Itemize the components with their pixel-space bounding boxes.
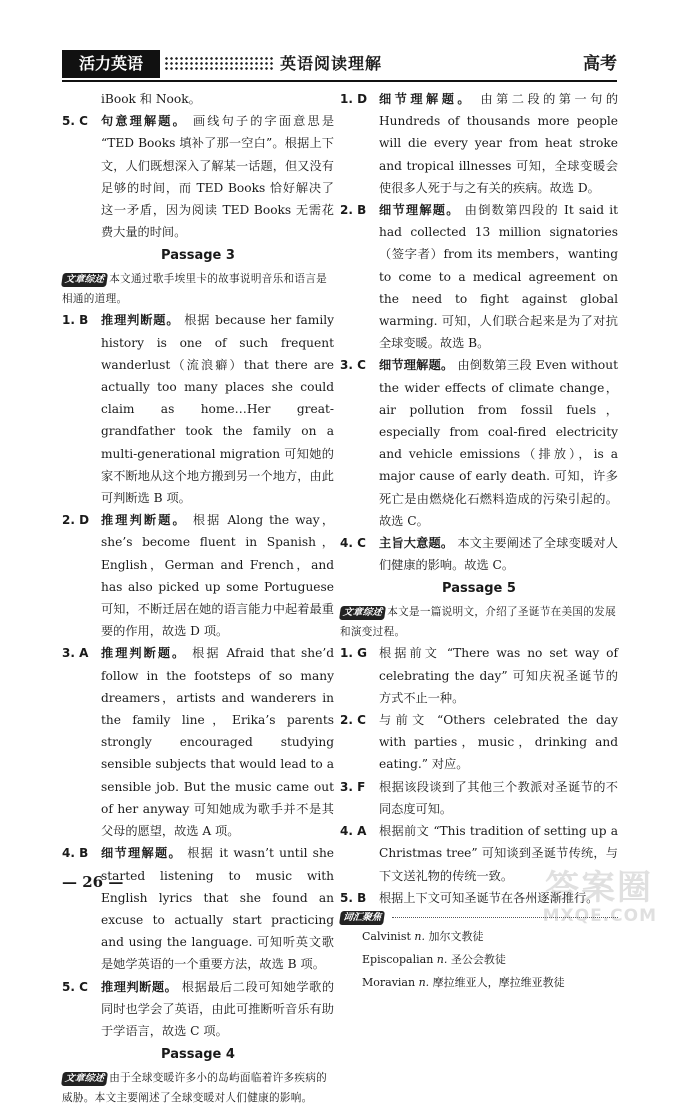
- section-title: 英语阅读理解: [280, 54, 383, 73]
- vocab-entry: [340, 971, 618, 994]
- page-header: [62, 50, 617, 78]
- page-number: — 26 —: [62, 873, 124, 891]
- question-type: 细节理解题。: [379, 203, 460, 218]
- vocab-meaning: 加尔文教徒: [428, 929, 484, 943]
- explanation: 由倒数第四段的 It said it had collected 13 million signatories（签字者）from its members，wanting to come to a medical agreement on the need to fight against global warming. 可知，人们联合起来是为了对抗全球变暖。故选 B。: [379, 203, 619, 351]
- explanation: 画线句子的字面意思是 “TED Books 填补了那一空白”。根据上下文，人们既想深入了解某一话题，但又没有足够的时间，而 TED Books 恰好解决了这一矛盾，因为阅读 TED Books 无需花费大量的时间。: [101, 114, 335, 240]
- answer-item: [340, 354, 618, 532]
- summary-badge: 文章综述: [61, 273, 108, 287]
- answer-number: 4. B: [62, 846, 89, 861]
- explanation: 与前文 “Others celebrated the day with parties，music，drinking and eating.” 对应。: [379, 713, 618, 772]
- dot-pattern-decoration: [164, 56, 274, 72]
- vocab-meaning: 摩拉维亚人，摩拉维亚教徒: [432, 975, 565, 989]
- answer-number: 4. A: [340, 824, 367, 839]
- answer-item: [62, 309, 334, 509]
- explanation: 根据 because her family history is one of such frequent wanderlust（流浪癖）that there are actually too many places she could claim as home…Her great-grandfather took the family on a multi-generational migration 可知她的家不断地从这个地方搬到另一个地方，由此可判断选 B 项。: [101, 313, 335, 506]
- explanation: 根据 Along the way，she’s become fluent in Spanish，English，German and French，and has also picked up some Portuguese 可知，不断迁居在她的语言能力中起着最重要的作用，故选 D 项。: [101, 513, 335, 639]
- answer-number: 2. B: [340, 203, 367, 218]
- question-type: 细节理解题。: [379, 92, 474, 106]
- left-column: [62, 88, 334, 1108]
- vocab-pos: n.: [418, 975, 430, 989]
- passage-title: Passage 4: [161, 1047, 235, 1063]
- answer-item: [62, 976, 334, 1043]
- question-type: 推理判断题。: [101, 646, 187, 661]
- answer-item: [340, 532, 618, 576]
- answer-number: 3. A: [62, 646, 89, 661]
- series-tag: 活力英语: [62, 50, 160, 78]
- watermark-text: 答案圈: [545, 868, 653, 908]
- vocab-badge: 词汇聚焦: [339, 911, 385, 925]
- question-type: 推理判断题。: [101, 979, 178, 994]
- passage-title: Passage 5: [442, 581, 516, 597]
- question-type: 细节理解题。: [101, 846, 182, 861]
- passage-summary: [340, 602, 618, 642]
- vocab-pos: n.: [436, 952, 448, 966]
- answer-item: [62, 842, 334, 975]
- answer-number: 3. F: [340, 779, 366, 794]
- answer-item: [62, 110, 334, 243]
- explanation: 本文主要阐述了全球变暖对人们健康的影响。故选 C。: [379, 536, 618, 573]
- vocab-word: Episcopalian: [362, 952, 434, 966]
- vocab-entry: [340, 948, 618, 971]
- question-type: 句意理解题。: [101, 114, 187, 129]
- passage-summary: [62, 269, 334, 309]
- answer-number: 5. B: [340, 890, 367, 905]
- watermark-logo: [541, 860, 661, 936]
- explanation: 根据前文 “This tradition of setting up a Christmas tree” 可知谈到圣诞节传统，与下文送礼物的传统一致。: [379, 824, 618, 883]
- explanation: 根据 it wasn’t until she started listening to music with English lyrics that she found an excuse to actually start practicing and using the language. 可知听英文歌是她学英语的一个重要方法，故选 B 项。: [101, 846, 335, 972]
- passage-summary: [62, 1068, 334, 1108]
- summary-badge: 文章综述: [61, 1072, 108, 1086]
- answer-item: [340, 199, 618, 354]
- question-type: 推理判断题。: [101, 313, 180, 328]
- explanation: 由倒数第三段 Even without the wider effects of climate change，air pollution from fossil fuels，especially from coal-fired electricity and vehicle emissions（排放），is a major cause of early death. 可知，许多死亡是由燃烧化石燃料造成的污染引起的。故选 C。: [379, 358, 619, 528]
- explanation: 根据前文 “There was no set way of celebrating the day” 可知庆祝圣诞节的方式不止一种。: [379, 646, 618, 705]
- answer-number: 5. C: [62, 114, 88, 129]
- answer-item: [340, 776, 618, 820]
- question-type: 主旨大意题。: [379, 536, 454, 551]
- answer-number: 1. B: [62, 313, 89, 328]
- answer-item: [340, 709, 618, 776]
- answer-number: 4. C: [340, 536, 366, 551]
- explanation: 根据该段谈到了其他三个教派对圣诞节的不同态度可知。: [379, 779, 618, 816]
- vocab-pos: n.: [414, 929, 425, 943]
- answer-number: 1. G: [340, 646, 367, 661]
- vocab-word: Calvinist: [362, 929, 411, 943]
- answer-item: [62, 509, 334, 642]
- explanation: 根据最后二段可知她学歌的同时也学会了英语，由此可推断听音乐有助于学语言，故选 C 项。: [101, 979, 335, 1038]
- answer-number: 2. C: [340, 713, 366, 728]
- right-column: [340, 88, 618, 994]
- summary-text: 本文是一篇说明文，介绍了圣诞节在美国的发展和演变过程。: [340, 606, 616, 639]
- answer-number: 3. C: [340, 358, 366, 373]
- exam-label: 高考: [583, 54, 617, 74]
- explanation: 根据上下文可知圣诞节在各州逐渐推行。: [379, 890, 599, 905]
- explanation: 由第二段的第一句的 Hundreds of thousands more people will die every year from heat stroke and tropical illnesses 可知，全球变暖会使很多人死于与之有关的疾病。故选 D。: [379, 92, 619, 195]
- question-type: 推理判断题。: [101, 513, 187, 528]
- continuation-text: iBook 和 Nook。: [101, 92, 201, 106]
- question-type: 细节理解题。: [379, 358, 454, 373]
- summary-text: 本文通过歌手埃里卡的故事说明音乐和语言是相通的道理。: [62, 273, 328, 306]
- answer-number: 1. D: [340, 92, 368, 106]
- summary-badge: 文章综述: [339, 606, 386, 620]
- vocab-meaning: 圣公会教徒: [450, 952, 506, 966]
- answer-number: 5. C: [62, 979, 88, 994]
- header-rule: [62, 80, 617, 82]
- answer-item: [62, 642, 334, 842]
- vocab-word: Moravian: [362, 975, 416, 989]
- answer-number: 2. D: [62, 513, 90, 528]
- answer-item: [340, 88, 618, 199]
- summary-text: 由于全球变暖许多小的岛屿面临着许多疾病的威胁。本文主要阐述了全球变暖对人们健康的影响。: [62, 1072, 328, 1105]
- explanation: 根据 Afraid that she’d follow in the footsteps of so many dreamers，artists and wanderers in the family line，Erika’s parents strongly encouraged studying sensible subjects that would lead to a sensible job. But the music came out of her anyway 可知她成为歌手并不是其父母的愿望，故选 A 项。: [101, 646, 335, 839]
- watermark-url: MXQE.COM: [542, 906, 657, 926]
- passage-title: Passage 3: [161, 248, 235, 264]
- answer-item: [340, 642, 618, 709]
